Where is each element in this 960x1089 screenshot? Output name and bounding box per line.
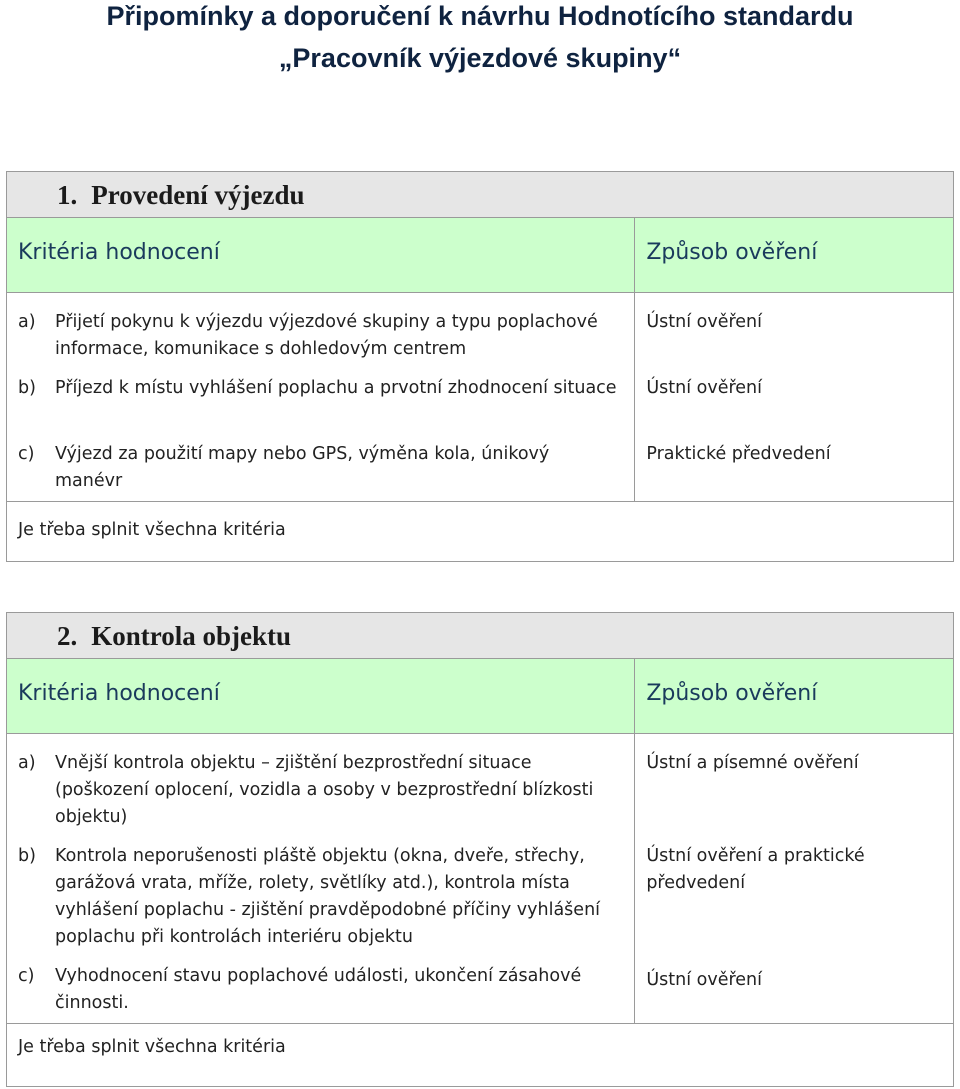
document-title-line-2: „Pracovník výjezdové skupiny“ (278, 43, 682, 73)
criterion-item (18, 843, 634, 951)
criteria-header: Kritéria hodnocení (7, 218, 635, 292)
criterion-label: c) (18, 966, 35, 986)
criterion-text: Kontrola neporušenosti pláště objektu (okna, dveře, střechy, garážová vrata, mříže, rolety, světlíky atd.), kontrola místa vyhlášení poplachu - zjištění pravděpodobné příčiny vyhlášení poplachu při kontrolách interiéru objektu (55, 846, 601, 947)
criterion-text: Vyhodnocení stavu poplachové události, ukončení zásahové činnosti. (55, 966, 582, 1013)
criterion-text: Přijetí pokynu k výjezdu výjezdové skupiny a typu poplachové informace, komunikace s dohledovým centrem (55, 312, 598, 359)
criterion-label: a) (18, 312, 36, 332)
table-header (7, 218, 953, 293)
section-heading (7, 172, 953, 218)
criterion-item (18, 750, 634, 831)
criteria-rows (7, 293, 953, 502)
method-value: Praktické předvedení (646, 444, 831, 464)
criterion-text: Vnější kontrola objektu – zjištění bezprostřední situace (poškození oplocení, vozidla a osoby v bezprostřední blízkosti objektu) (55, 753, 594, 827)
section-kontrola-objektu (6, 612, 954, 1087)
section-footer: Je třeba splnit všechna kritéria (18, 1037, 286, 1057)
section-title: Kontrola objektu (91, 621, 292, 651)
criteria-column (7, 293, 635, 501)
method-value: Ústní a písemné ověření (646, 753, 859, 773)
method-header: Způsob ověření (646, 681, 818, 706)
method-column (635, 293, 953, 501)
method-column (635, 734, 953, 1023)
criterion-item (18, 963, 634, 1017)
method-value: Ústní ověření (646, 378, 762, 398)
document-title-line-1: Připomínky a doporučení k návrhu Hodnotícího standardu (106, 1, 854, 31)
criterion-label: b) (18, 378, 36, 398)
section-number: 1. (57, 180, 78, 210)
table-header (7, 659, 953, 734)
criterion-item (18, 441, 634, 495)
criterion-text: Výjezd za použití mapy nebo GPS, výměna kola, únikový manévr (55, 444, 550, 491)
method-header: Způsob ověření (646, 240, 818, 265)
method-value: Ústní ověření a praktické předvedení (646, 846, 865, 893)
criterion-label: b) (18, 846, 36, 866)
criterion-label: c) (18, 444, 35, 464)
section-title: Provedení výjezdu (91, 180, 305, 210)
criteria-rows (7, 734, 953, 1024)
section-provedeni-vyjezdu (6, 171, 954, 562)
section-footer: Je třeba splnit všechna kritéria (18, 520, 286, 540)
criterion-item (18, 375, 634, 429)
criteria-header: Kritéria hodnocení (7, 659, 635, 733)
criteria-column (7, 734, 635, 1023)
section-heading (7, 613, 953, 659)
criterion-text: Příjezd k místu vyhlášení poplachu a prvotní zhodnocení situace (55, 378, 617, 398)
method-value: Ústní ověření (646, 312, 762, 332)
section-number: 2. (57, 621, 78, 651)
criterion-item (18, 309, 634, 363)
method-value: Ústní ověření (646, 970, 762, 990)
criterion-label: a) (18, 753, 36, 773)
